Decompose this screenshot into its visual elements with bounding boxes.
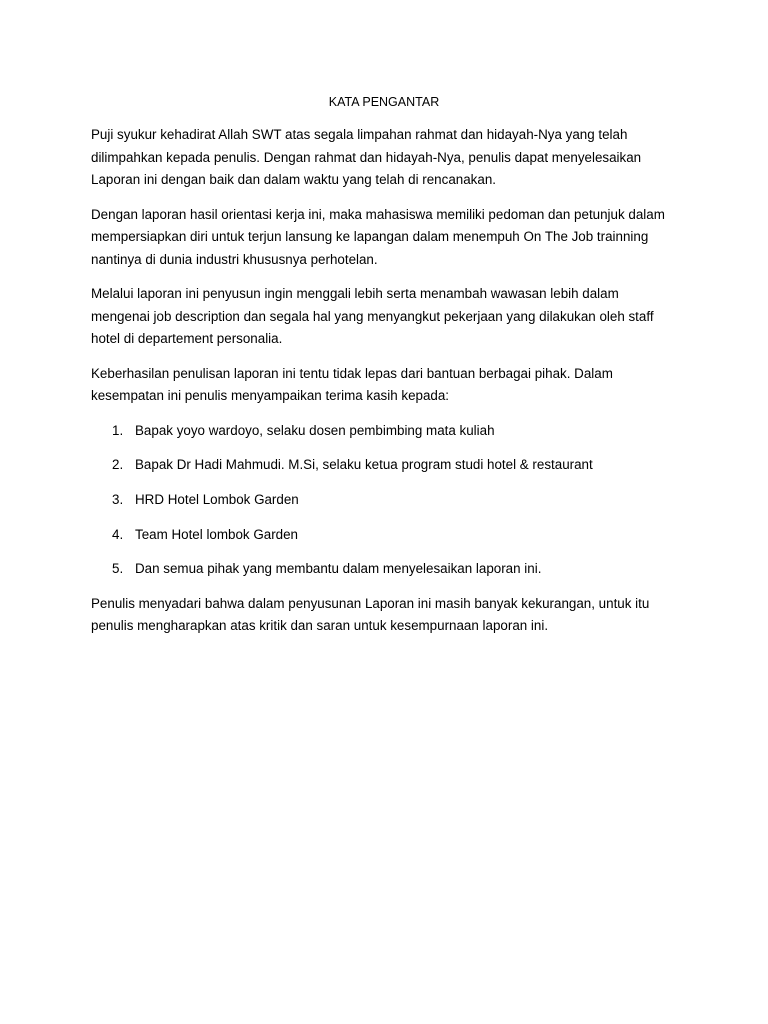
paragraph: Puji syukur kehadirat Allah SWT atas segala limpahan rahmat dan hidayah-Nya yang telah dilimpahkan kepada penulis. Dengan rahmat dan hidayah-Nya, penulis dapat menyelesaikan Laporan ini dengan baik dan dalam waktu yang telah di rencanakan.: [91, 127, 642, 187]
document-body: [91, 124, 681, 650]
list-number: 2.: [112, 457, 124, 473]
list-item: [91, 524, 681, 547]
list-item: [91, 489, 681, 512]
list-item-text: Dan semua pihak yang membantu dalam menyelesaikan laporan ini.: [135, 561, 542, 577]
page-title: KATA PENGANTAR: [328, 95, 440, 109]
list-number: 1.: [112, 422, 124, 438]
paragraph: Keberhasilan penulisan laporan ini tentu tidak lepas dari bantuan berbagai pihak. Dalam kesempatan ini penulis menyampaikan terima kasih kepada:: [91, 365, 613, 403]
list-item: [91, 454, 681, 477]
list-number: 3.: [112, 491, 124, 507]
list-item-text: Bapak Dr Hadi Mahmudi. M.Si, selaku ketua program studi hotel & restaurant: [135, 457, 593, 473]
list-number: 5.: [112, 561, 124, 577]
list-item-text: Team Hotel lombok Garden: [135, 526, 298, 542]
list-item: [91, 558, 681, 581]
list-item: [91, 420, 681, 443]
list-number: 4.: [112, 526, 124, 542]
paragraph: Melalui laporan ini penyusun ingin menggali lebih serta menambah wawasan lebih dalam mengenai job description dan segala hal yang menyangkut pekerjaan yang dilakukan oleh staff hotel di departement personalia.: [91, 286, 654, 346]
paragraph: Dengan laporan hasil orientasi kerja ini, maka mahasiswa memiliki pedoman dan petunjuk dalam mempersiapkan diri untuk terjun lansung ke lapangan dalam menempuh On The Job trainning nantinya di dunia industri khususnya perhotelan.: [91, 206, 665, 267]
acknowledgement-list: [91, 420, 681, 581]
closing-paragraph: Penulis menyadari bahwa dalam penyusunan Laporan ini masih banyak kekurangan, untuk itu penulis mengharapkan atas kritik dan saran untuk kesempurnaan laporan ini.: [91, 595, 650, 634]
list-item-text: HRD Hotel Lombok Garden: [135, 491, 299, 507]
list-item-text: Bapak yoyo wardoyo, selaku dosen pembimbing mata kuliah: [135, 422, 495, 438]
